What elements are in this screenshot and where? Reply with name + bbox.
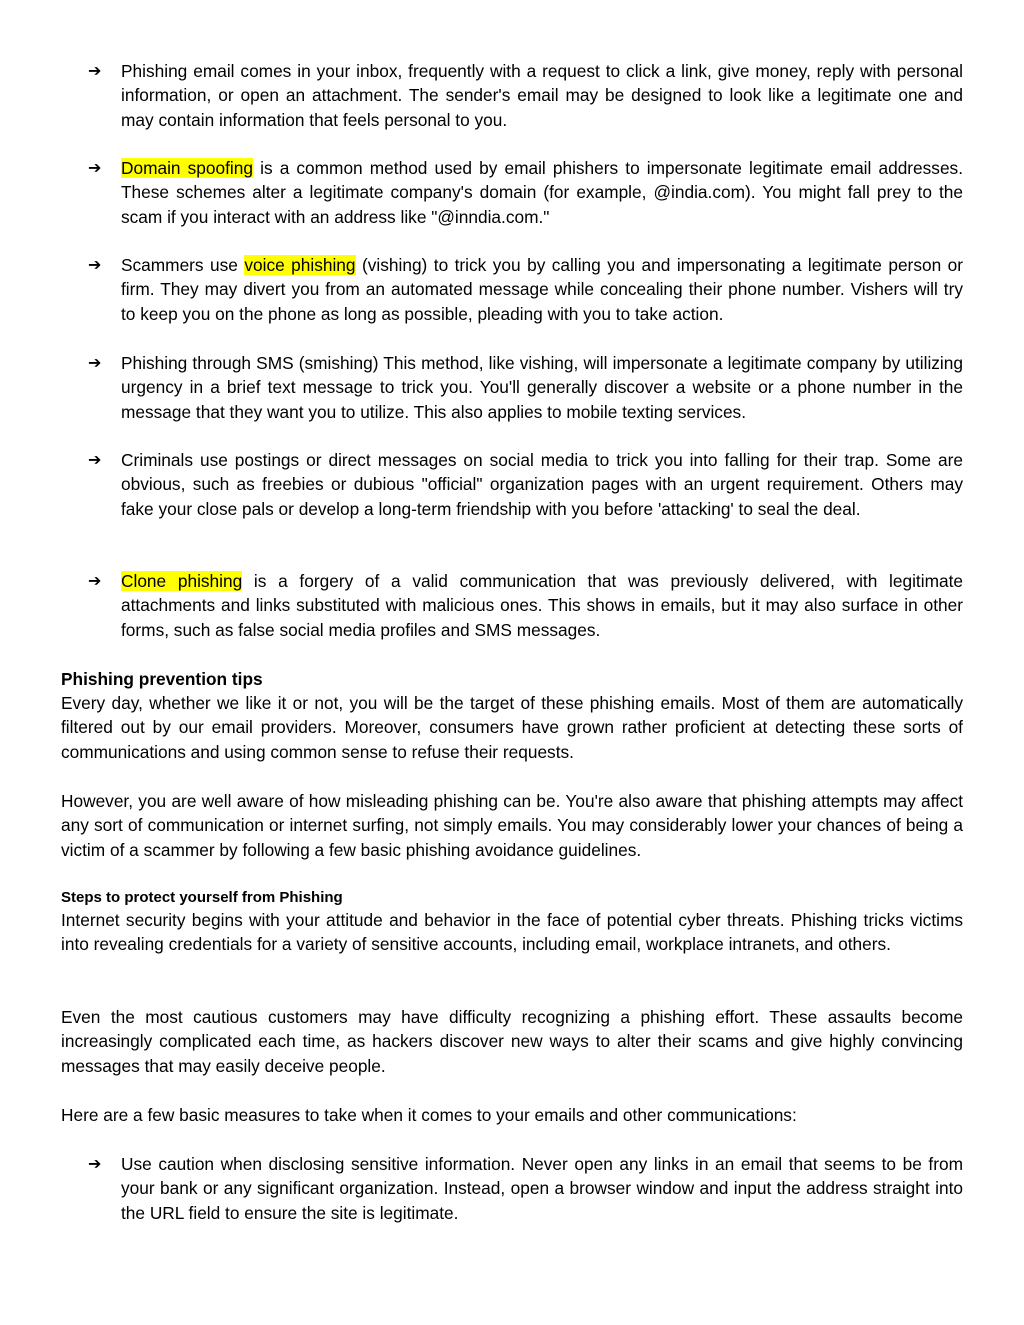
- list-item-text: [121, 1152, 963, 1225]
- list-item-text: [121, 569, 963, 642]
- list-item-text: [121, 253, 963, 326]
- list-item-text: [121, 59, 963, 132]
- highlighted-term: Clone phishing: [121, 571, 243, 591]
- highlighted-term: Domain spoofing: [121, 158, 253, 178]
- highlighted-term: voice phishing: [244, 255, 356, 275]
- arrow-bullet-icon: ➔: [88, 353, 102, 372]
- list-item-text-part: Phishing email comes in your inbox, frequently with a request to click a link, give money, reply with personal information, or open an attachment. The sender's email may be designed to look like a legitimate one and may contain information that feels personal to you.: [121, 61, 963, 130]
- section-subheading-steps: Steps to protect yourself from Phishing: [61, 889, 343, 906]
- list-item-text-part: Use caution when disclosing sensitive information. Never open any links in an email that seems to be from your bank or any significant organization. Instead, open a browser window and input the address straight into the URL field to ensure the site is legitimate.: [121, 1154, 963, 1223]
- list-item-text-part: Scammers use: [121, 255, 245, 275]
- list-item-text-part: (vishing) to trick you by calling you and impersonating a legitimate person or firm. They may divert you from an automated message while concealing their phone number. Vishers will try to keep you on the phone as long as possible, pleading with you to take action.: [121, 255, 963, 324]
- list-item-text: [121, 448, 963, 521]
- list-item-text-part: Criminals use postings or direct messages on social media to trick you into falling for their trap. Some are obvious, such as freebies or dubious "official" organization pages with an urgent requirement. Others may fake your close pals or develop a long-term friendship with you before 'attacking' to seal the deal.: [121, 450, 963, 519]
- arrow-bullet-icon: ➔: [88, 450, 102, 469]
- paragraph: However, you are well aware of how misleading phishing can be. You're also aware that phishing attempts may affect any sort of communication or internet surfing, not simply emails. You may considerably lower your chances of being a victim of a scammer by following a few basic phishing avoidance guidelines.: [61, 791, 963, 860]
- arrow-bullet-icon: ➔: [88, 571, 102, 590]
- arrow-bullet-icon: ➔: [88, 61, 102, 80]
- arrow-bullet-icon: ➔: [88, 1154, 102, 1173]
- list-item-text: [121, 351, 963, 424]
- paragraph: Every day, whether we like it or not, you will be the target of these phishing emails. Most of them are automatically filtered out by our email providers. Moreover, consumers have grown rather proficient at detecting these sorts of communications and using common sense to refuse their requests.: [61, 693, 963, 762]
- paragraph: Internet security begins with your attitude and behavior in the face of potential cyber threats. Phishing tricks victims into revealing credentials for a variety of sensitive accounts, including email, workplace intranets, and others.: [61, 910, 963, 955]
- list-item-text-part: Phishing through SMS (smishing) This method, like vishing, will impersonate a legitimate company by utilizing urgency in a brief text message to trick you. You'll generally discover a website or a phone number in the message that they want you to utilize. This also applies to mobile texting services.: [121, 353, 963, 422]
- paragraph: Here are a few basic measures to take when it comes to your emails and other communications:: [61, 1105, 797, 1125]
- arrow-bullet-icon: ➔: [88, 255, 102, 274]
- paragraph: Even the most cautious customers may have difficulty recognizing a phishing effort. These assaults become increasingly complicated each time, as hackers discover new ways to alter their scams and give highly convincing messages that may easily deceive people.: [61, 1007, 963, 1076]
- list-item-text: [121, 156, 963, 229]
- arrow-bullet-icon: ➔: [88, 158, 102, 177]
- list-item-text-part: is a common method used by email phishers to impersonate legitimate email addresses. These schemes alter a legitimate company's domain (for example, @india.com). You might fall prey to the scam if you interact with an address like "@inndia.com.": [121, 158, 963, 227]
- section-heading-prevention: Phishing prevention tips: [61, 669, 263, 689]
- list-item-text-part: is a forgery of a valid communication that was previously delivered, with legitimate attachments and links substituted with malicious ones. This shows in emails, but it may also surface in other forms, such as false social media profiles and SMS messages.: [121, 571, 963, 640]
